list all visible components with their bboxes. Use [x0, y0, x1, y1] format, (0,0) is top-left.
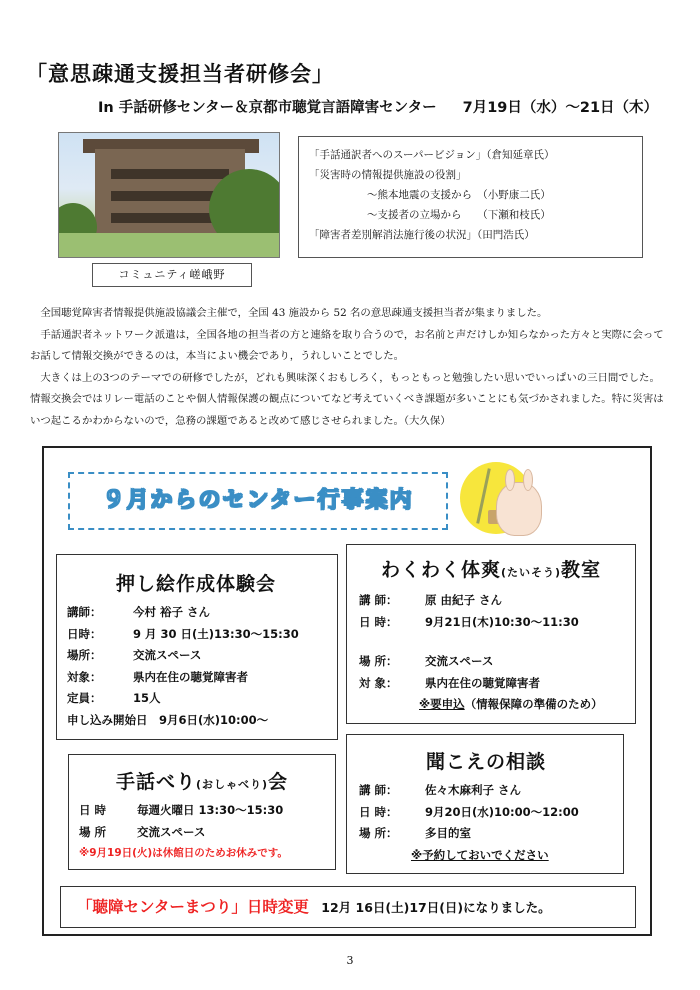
taiso-row: 講 師： 原 由紀子 さん	[359, 593, 503, 607]
events-section	[42, 446, 652, 936]
kikoe-card	[346, 734, 624, 874]
photo-caption: コミュニティ嵯峨野	[92, 263, 252, 287]
oshie-title: 押し絵作成体験会	[115, 573, 276, 595]
page-number: 3	[346, 954, 354, 967]
topic-item: ～熊本地震の支援から （小野康二氏）	[367, 189, 551, 201]
shuwa-title: 手話べり(おしゃべり)会	[115, 771, 289, 793]
page-title: 「意思疎通支援担当者研修会」	[26, 62, 334, 86]
oshie-row: 場所： 交流スペース	[67, 648, 202, 662]
shuwa-row: 日 時 毎週火曜日 13:30～15:30	[79, 803, 284, 817]
topics-box	[298, 136, 643, 258]
matsuri-highlight: 「聴障センターまつり」日時変更	[77, 898, 309, 916]
shuwa-card	[68, 754, 336, 870]
oshie-row: 対象： 県内在住の聴覚障害者	[67, 669, 248, 684]
events-banner: ９月からのセンター行事案内	[68, 472, 448, 530]
venue-text: In 手話研修センター＆京都市聴覚言語障害センター	[98, 100, 437, 116]
rabbit-icon	[496, 482, 542, 536]
kikoe-title: 聞こえの相談	[425, 751, 546, 773]
kikoe-row: 講 師： 佐々木麻利子 さん	[359, 783, 522, 797]
taiso-note: ※要申込 （情報保障の準備のため）	[419, 697, 603, 711]
venue-subtitle	[98, 96, 658, 117]
topic-item: ～支援者の立場から （下瀬和枝氏）	[367, 209, 551, 221]
shuwa-note: ※9月19日(火)は休館日のためお休みです。	[79, 847, 288, 859]
topic-item: 「手話通訳者へのスーパービジョン」（倉知延章氏）	[309, 149, 555, 161]
report-text	[30, 303, 670, 432]
topic-item: 「障害者差別解消法施行後の状況」（田門浩氏）	[309, 229, 535, 241]
oshie-row: 講師： 今村 裕子 さん	[67, 605, 211, 619]
matsuri-text: 12月 16日(土)17日(日)になりました。	[321, 900, 551, 915]
oshie-row: 日時： 9 月 30 日(土)13:30～15:30	[67, 626, 299, 641]
date-text: 7月19日（水）～21日（木）	[462, 100, 659, 116]
taiso-card	[346, 544, 636, 724]
oshie-row: 定員： 15人	[67, 691, 161, 705]
report-paragraph: 手話通訳者ネットワーク派遣は，全国各地の担当者の方と連絡を取り合うので，お名前と声だけしか知らなかった方々と実際に会ってお話して情報交換ができるのは，本当によい機会であり，うれしいことでした。	[30, 328, 664, 362]
taiso-title: わくわく体爽(たいそう)教室	[380, 559, 602, 581]
kikoe-row: 日 時： 9月20日(水)10:00～12:00	[359, 804, 579, 819]
report-paragraph: 大きくは上の3つのテーマでの研修でしたが，どれも興味深くおもしろく，もっともっと勉強したい思いでいっぱいの三日間でした。情報交換会ではリレー電話のことや個人情報保護の観点についてなど考えていくべき課題が多いことにも気づかされました。特に災害はいつ起こるかわからないので，急務の課題であると改めて感じさせられました。（大久保）	[30, 371, 664, 427]
kikoe-note: ※予約しておいでください	[411, 847, 549, 862]
oshie-card	[56, 554, 338, 740]
shuwa-row: 場 所 交流スペース	[79, 824, 206, 839]
taiso-row: 日 時： 9月21日(木)10:30～11:30	[359, 614, 579, 629]
building-photo	[58, 132, 280, 258]
taiso-row: 対 象： 県内在住の聴覚障害者	[359, 675, 540, 690]
matsuri-notice	[60, 886, 636, 928]
report-paragraph: 全国聴覚障害者情報提供施設協議会主催で，全国 43 施設から 52 名の意思疎通支援担当者が集まりました。	[40, 307, 548, 319]
taiso-row: 場 所： 交流スペース	[359, 654, 494, 668]
oshie-apply: 申し込み開始日 9月6日(水)10:00～	[67, 712, 269, 727]
kikoe-row: 場 所： 多目的室	[359, 826, 471, 840]
topic-item: 「災害時の情報提供施設の役割」	[309, 169, 467, 181]
